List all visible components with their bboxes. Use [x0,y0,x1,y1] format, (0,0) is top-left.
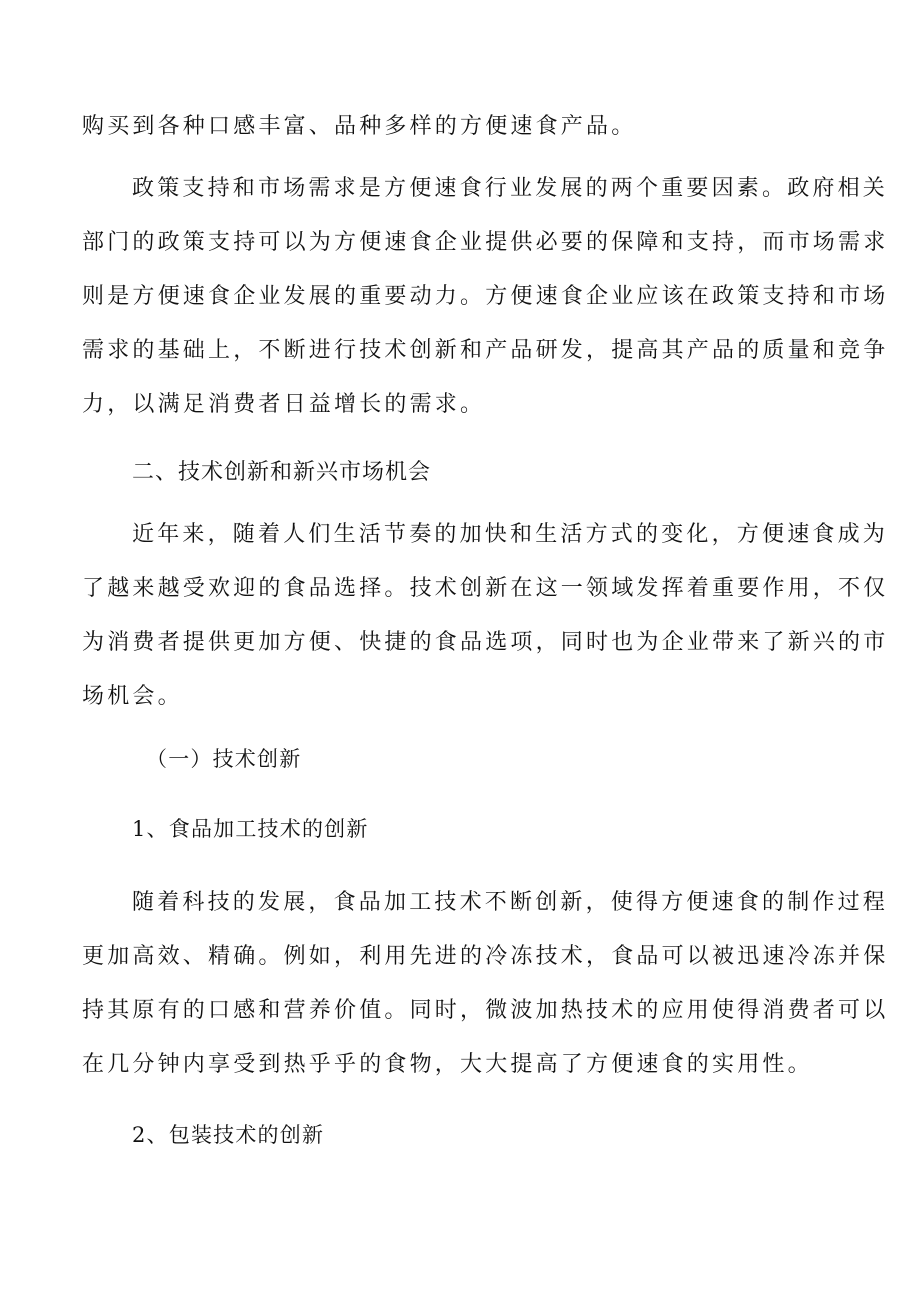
item-heading-packaging: 2、包装技术的创新 [132,1123,325,1147]
paragraph-continuation-line: 购买到各种口感丰富、品种多样的方便速食产品。 [82,114,637,139]
paragraph-intro-line: 场机会。 [82,684,183,709]
paragraph-processing-line: 更加高效、精确。例如，利用先进的冷冻技术，食品可以被迅速冷冻并保 [82,944,889,969]
paragraph-policy-line: 则是方便速食企业发展的重要动力。方便速食企业应该在政策支持和市场 [82,284,889,309]
paragraph-processing-line: 随着科技的发展，食品加工技术不断创新，使得方便速食的制作过程 [132,890,889,915]
paragraph-policy-line: 部门的政策支持可以为方便速食企业提供必要的保障和支持，而市场需求 [82,230,889,255]
item-heading-food-processing: 1、食品加工技术的创新 [132,817,369,841]
paragraph-intro-line: 为消费者提供更加方便、快捷的食品选项，同时也为企业带来了新兴的市 [82,630,889,655]
paragraph-intro-line: 近年来，随着人们生活节奏的加快和生活方式的变化，方便速食成为 [132,522,889,547]
paragraph-policy-line: 需求的基础上，不断进行技术创新和产品研发，提高其产品的质量和竞争 [82,338,889,363]
paragraph-policy-line: 政策支持和市场需求是方便速食行业发展的两个重要因素。政府相关 [132,176,889,201]
paragraph-processing-line: 在几分钟内享受到热乎乎的食物，大大提高了方便速食的实用性。 [82,1052,813,1077]
paragraph-intro-line: 了越来越受欢迎的食品选择。技术创新在这一领域发挥着重要作用，不仅 [82,576,889,601]
subsection-heading: （一）技术创新 [146,747,302,771]
paragraph-processing-line: 持其原有的口感和营养价值。同时，微波加热技术的应用使得消费者可以 [82,998,889,1023]
paragraph-policy-line: 力，以满足消费者日益增长的需求。 [82,392,486,417]
section-heading: 二、技术创新和新兴市场机会 [132,460,432,485]
